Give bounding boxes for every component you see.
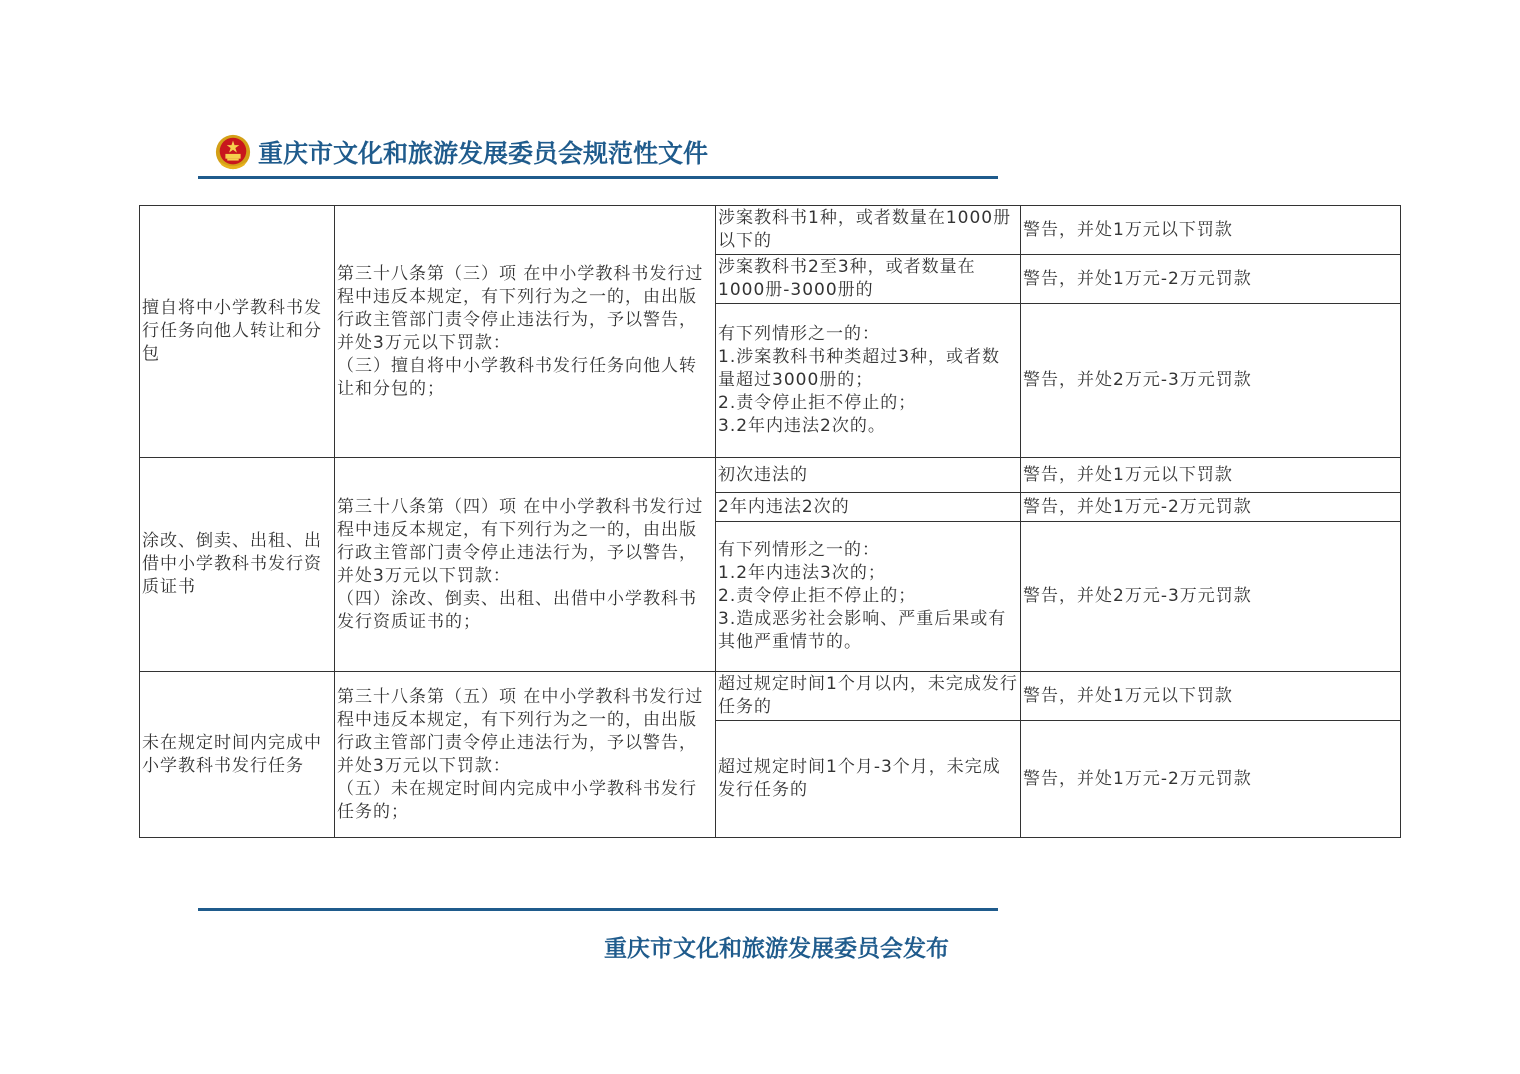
- behavior-text: 涂改、倒卖、出租、出借中小学教科书发行资质证书: [142, 531, 322, 597]
- penalty-cell: [1021, 721, 1401, 838]
- penalty-cell: [1021, 458, 1401, 493]
- penalty-cell: [1021, 255, 1401, 304]
- circumstance-cell: [716, 493, 1021, 522]
- circumstance-text: 有下列情形之一的： 1.涉案教科书种类超过3种，或者数量超过3000册的； 2.责令停止拒不停止的； 3.2年内违法2次的。: [718, 324, 1001, 436]
- circumstance-text: 2年内违法2次的: [718, 496, 850, 517]
- penalty-text: 警告，并处1万元以下罚款: [1023, 685, 1233, 706]
- circumstance-cell: [716, 458, 1021, 493]
- penalty-text: 警告，并处1万元以下罚款: [1023, 464, 1233, 485]
- legal-basis-cell: [335, 672, 716, 838]
- penalty-text: 警告，并处1万元-2万元罚款: [1023, 768, 1252, 789]
- legal-basis-cell: [335, 206, 716, 458]
- circumstance-cell: [716, 721, 1021, 838]
- penalty-cell: [1021, 206, 1401, 255]
- circumstance-cell: [716, 255, 1021, 304]
- penalty-cell: [1021, 304, 1401, 458]
- table-row: [140, 206, 1401, 255]
- penalty-table: [139, 205, 1401, 838]
- behavior-text: 擅自将中小学教科书发行任务向他人转让和分包: [142, 298, 322, 364]
- header-divider: [198, 176, 998, 179]
- circumstance-cell: [716, 304, 1021, 458]
- legal-basis-text: 第三十八条第（三）项 在中小学教科书发行过程中违反本规定，有下列行为之一的，由出版行政主管部门责令停止违法行为，予以警告，并处3万元以下罚款： （三）擅自将中小学教科书发行任务向他人转让和分包的；: [337, 263, 704, 399]
- circumstance-text: 涉案教科书1种，或者数量在1000册以下的: [718, 208, 1012, 251]
- penalty-text: 警告，并处1万元-2万元罚款: [1023, 268, 1252, 289]
- penalty-text: 警告，并处1万元-2万元罚款: [1023, 496, 1252, 517]
- circumstance-cell: [716, 672, 1021, 721]
- national-emblem-icon: [214, 133, 252, 171]
- penalty-cell: [1021, 672, 1401, 721]
- legal-basis-text: 第三十八条第（四）项 在中小学教科书发行过程中违反本规定，有下列行为之一的，由出版行政主管部门责令停止违法行为，予以警告，并处3万元以下罚款： （四）涂改、倒卖、出租、出借中小学教科书发行资质证书的；: [337, 496, 704, 632]
- legal-basis-text: 第三十八条第（五）项 在中小学教科书发行过程中违反本规定，有下列行为之一的，由出版行政主管部门责令停止违法行为，予以警告，并处3万元以下罚款： （五）未在规定时间内完成中小学教科书发行任务的；: [337, 686, 704, 822]
- circumstance-cell: [716, 206, 1021, 255]
- circumstance-text: 涉案教科书2至3种，或者数量在1000册-3000册的: [718, 257, 976, 300]
- document-header: [214, 130, 708, 174]
- table-row: [140, 672, 1401, 721]
- penalty-cell: [1021, 522, 1401, 672]
- circumstance-cell: [716, 522, 1021, 672]
- behavior-cell: [140, 458, 335, 672]
- penalty-text: 警告，并处1万元以下罚款: [1023, 219, 1233, 240]
- circumstance-text: 有下列情形之一的： 1.2年内违法3次的； 2.责令停止拒不停止的； 3.造成恶劣社会影响、严重后果或有其他严重情节的。: [718, 540, 1007, 652]
- penalty-cell: [1021, 493, 1401, 522]
- publisher-text: 重庆市文化和旅游发展委员会发布: [604, 935, 949, 962]
- header-title: 重庆市文化和旅游发展委员会规范性文件: [258, 139, 709, 168]
- behavior-cell: [140, 206, 335, 458]
- table-row: [140, 458, 1401, 493]
- legal-basis-cell: [335, 458, 716, 672]
- behavior-cell: [140, 672, 335, 838]
- circumstance-text: 初次违法的: [718, 464, 808, 485]
- circumstance-text: 超过规定时间1个月以内，未完成发行任务的: [718, 674, 1018, 717]
- footer-divider: [198, 908, 998, 911]
- circumstance-text: 超过规定时间1个月-3个月，未完成发行任务的: [718, 757, 1001, 800]
- penalty-text: 警告，并处2万元-3万元罚款: [1023, 586, 1252, 606]
- behavior-text: 未在规定时间内完成中小学教科书发行任务: [142, 732, 322, 776]
- penalty-text: 警告，并处2万元-3万元罚款: [1023, 370, 1252, 390]
